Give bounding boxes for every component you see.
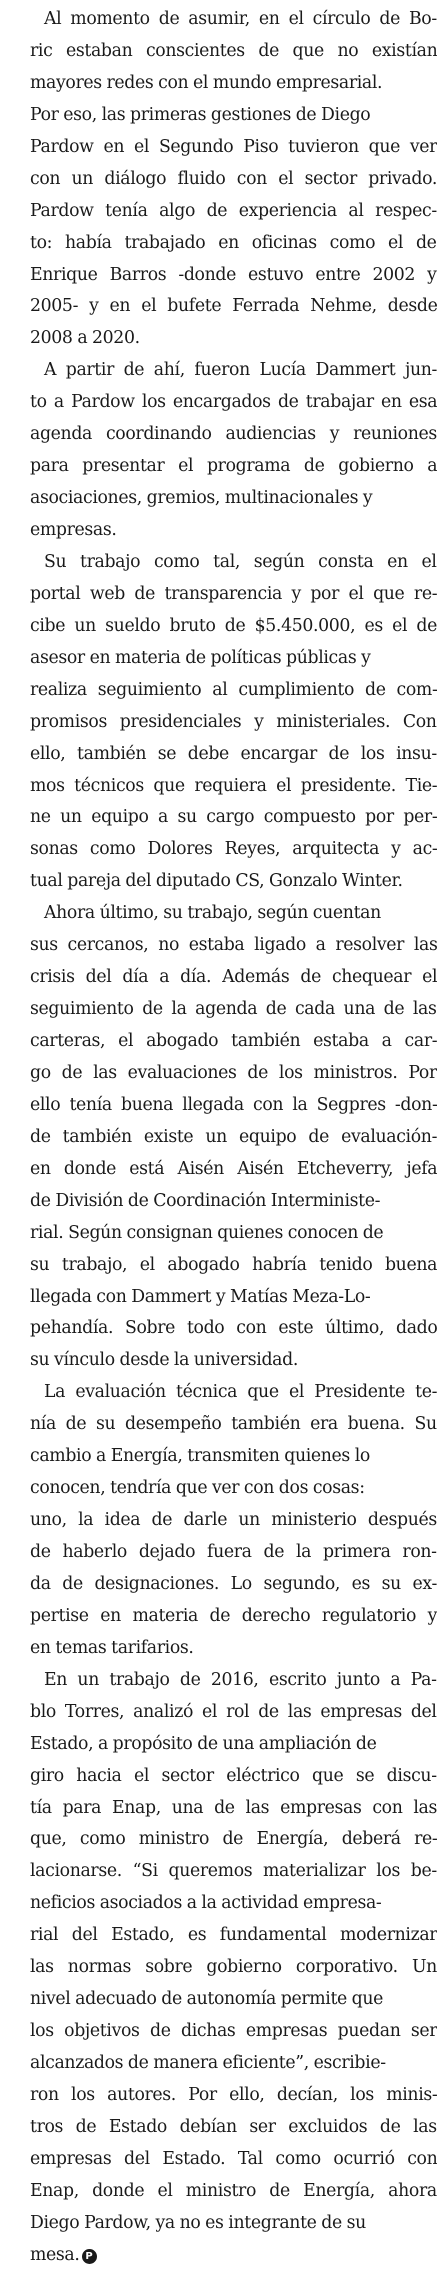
text-line: en donde está Aisén Aisén Etcheverry, jefa xyxy=(30,1158,437,1179)
text-line: empresas. xyxy=(30,520,117,540)
paragraph xyxy=(30,547,437,898)
text-line: Enap, donde el ministro de Energía, ahora xyxy=(30,2180,437,2201)
text-line: promisos presidenciales y ministeriales. Con xyxy=(30,711,437,732)
text-line: 2008 a 2020. xyxy=(30,328,140,349)
text-line: tros de Estado debían ser excluidos de las xyxy=(30,2116,437,2137)
text-line: Pardow en el Segundo Piso tuvieron que ver xyxy=(30,136,437,157)
text-line: Estado, a propósito de una ampliación de xyxy=(30,1733,377,1754)
text-line: mos técnicos que requiera el presidente. Tie- xyxy=(30,775,437,796)
text-line: empresas del Estado. Tal como ocurrió con xyxy=(30,2148,437,2169)
text-line: Por eso, las primeras gestiones de Diego xyxy=(30,104,371,125)
text-line: mayores redes con el mundo empresarial. xyxy=(30,72,383,93)
text-line: rial del Estado, es fundamental modernizar xyxy=(30,1925,437,1946)
text-line: sonas como Dolores Reyes, arquitecta y ac- xyxy=(30,839,437,860)
text-line: crisis del día a día. Además de chequear el xyxy=(30,967,437,988)
text-line: giro hacia el sector eléctrico que se discu- xyxy=(30,1765,437,1786)
text-line: ron los autores. Por ello, decían, los minis- xyxy=(30,2084,437,2105)
text-line: asociaciones, gremios, multinacionales y xyxy=(30,488,373,509)
text-line: nivel adecuado de autonomía permite que xyxy=(30,1989,384,2010)
text-line: A partir de ahí, fueron Lucía Dammert jun- xyxy=(44,360,437,381)
text-line: para presentar el programa de gobierno a xyxy=(30,456,437,477)
paragraph xyxy=(30,1665,437,2272)
text-line: Enrique Barros -donde estuvo entre 2002 y xyxy=(30,264,437,285)
text-line: tual pareja del diputado CS, Gonzalo Winter. xyxy=(30,871,403,892)
text-line: ello, también se debe encargar de los insu- xyxy=(30,743,437,764)
paragraph xyxy=(30,1377,437,1664)
text-line: 2005- y en el bufete Ferrada Nehme, desde xyxy=(30,296,437,317)
text-line: to a Pardow los encargados de trabajar en esa xyxy=(30,392,437,413)
text-line: asesor en materia de políticas públicas y xyxy=(30,647,371,668)
text-line: con un diálogo fluido con el sector privado. xyxy=(30,168,437,189)
text-line: cibe un sueldo bruto de $5.450.000, es el de xyxy=(30,615,437,636)
article-body xyxy=(30,4,437,2272)
text-line: En un trabajo de 2016, escrito junto a Pa- xyxy=(44,1669,437,1690)
text-line: llegada con Dammert y Matías Meza-Lo- xyxy=(30,1286,371,1307)
text-line: da de designaciones. Lo segundo, es su ex- xyxy=(30,1573,437,1594)
text-line: ne un equipo a su cargo compuesto por per- xyxy=(30,807,437,828)
text-line: go de las evaluaciones de los ministros. Por xyxy=(30,1062,437,1083)
text-line: de haberlo dejado fuera de la primera ron- xyxy=(30,1542,437,1562)
text-line: pertise en materia de derecho regulatorio y xyxy=(30,1605,437,1626)
text-line: Al momento de asumir, en el círculo de Bo- xyxy=(44,9,437,29)
text-line: los objetivos de dichas empresas puedan ser xyxy=(30,2021,437,2042)
publication-end-mark-icon: P xyxy=(82,2249,97,2264)
text-line: ello tenía buena llegada con la Segpres -don- xyxy=(30,1094,437,1115)
text-line: su vínculo desde la universidad. xyxy=(30,1350,298,1371)
text-line: uno, la idea de darle un ministerio después xyxy=(30,1510,437,1531)
text-line: que, como ministro de Energía, deberá re- xyxy=(30,1829,437,1850)
text-line: pehandía. Sobre todo con este último, dado xyxy=(30,1318,437,1339)
text-line: su trabajo, el abogado habría tenido buena xyxy=(30,1254,437,1275)
paragraph xyxy=(30,898,437,1377)
text-line: Su trabajo como tal, según consta en el xyxy=(44,551,437,572)
text-line: neficios asociados a la actividad empresa- xyxy=(30,1893,382,1914)
text-line: en temas tarifarios. xyxy=(30,1637,194,1658)
text-line: cambio a Energía, transmiten quienes lo xyxy=(30,1446,370,1467)
text-line: La evaluación técnica que el Presidente te- xyxy=(44,1382,437,1403)
text-line: de División de Coordinación Interministe- xyxy=(30,1190,381,1211)
text-line: lacionarse. “Si queremos materializar los be- xyxy=(30,1861,437,1882)
text-line: tía para Enap, una de las empresas con las xyxy=(30,1797,437,1818)
text-line-content: mesa. xyxy=(30,2244,80,2265)
text-line: realiza seguimiento al cumplimiento de com- xyxy=(30,679,437,700)
text-line: ric estaban conscientes de que no existían xyxy=(30,40,437,61)
text-line: conocen, tendría que ver con dos cosas: xyxy=(30,1478,365,1499)
text-line: nía de su desempeño también era buena. Su xyxy=(30,1414,437,1435)
paragraph xyxy=(30,355,437,547)
text-line: agenda coordinando audiencias y reuniones xyxy=(30,424,437,445)
text-line: Ahora último, su trabajo, según cuentan xyxy=(44,903,381,924)
paragraph xyxy=(30,4,437,355)
text-line: rial. Según consignan quienes conocen de xyxy=(30,1222,384,1243)
text-line: to: había trabajado en oficinas como el de xyxy=(30,232,437,253)
text-line: carteras, el abogado también estaba a car- xyxy=(30,1031,437,1051)
text-line: Pardow tenía algo de experiencia al respec- xyxy=(30,200,437,221)
text-line: las normas sobre gobierno corporativo. Un xyxy=(30,1957,437,1978)
text-line: alcanzados de manera eficiente”, escribie- xyxy=(30,2053,386,2073)
last-text-line xyxy=(30,2240,437,2272)
text-line: Diego Pardow, ya no es integrante de su xyxy=(30,2212,366,2233)
text-line: portal web de transparencia y por el que re- xyxy=(30,583,437,604)
text-line: seguimiento de la agenda de cada una de las xyxy=(30,999,437,1020)
text-line: sus cercanos, no estaba ligado a resolver las xyxy=(30,935,437,956)
text-line: blo Torres, analizó el rol de las empresas del xyxy=(30,1701,437,1722)
text-line: de también existe un equipo de evaluación- xyxy=(30,1126,437,1147)
